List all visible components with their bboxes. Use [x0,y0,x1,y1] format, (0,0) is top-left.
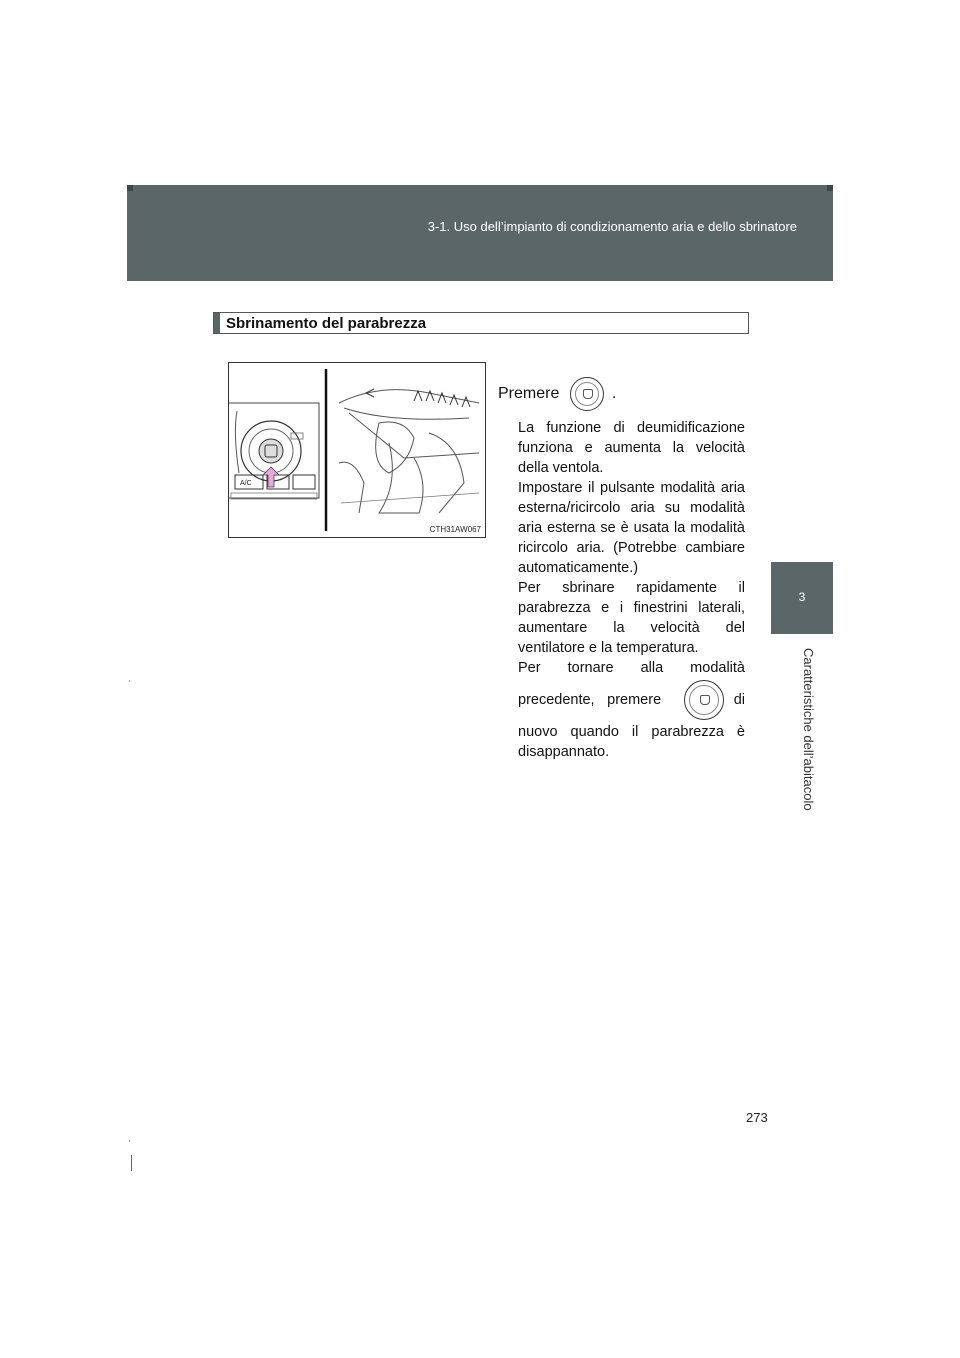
instruction-line [498,377,616,411]
figure-code: CTH31AW067 [429,525,481,534]
instruction-period: . [611,385,617,403]
ac-button-label: A/C [240,480,252,487]
instruction-text: Premere [498,385,560,403]
paragraph: La funzione di deumidificazione funziona e aumenta la velocità della ventola. [518,420,745,476]
body-text [518,418,745,762]
header-corner [127,185,133,191]
chapter-tab [771,562,833,634]
chapter-number: 3 [798,590,806,604]
paragraph: Impostare il pulsante modalità aria esterna/ricircolo aria su modalità aria esterna se è usata la modalità ricircolo aria. (Potrebbe cambiare automaticamente.) [518,480,745,576]
chapter-side-label: Caratteristiche dell’abitacolo [801,648,816,811]
section-heading [213,312,749,334]
defroster-button-icon [570,377,604,411]
page-header [127,185,833,281]
header-corner [827,185,833,191]
defroster-button-icon [684,680,724,720]
section-heading-bar [214,313,220,333]
paragraph-part: di [733,691,745,708]
margin-mark [129,680,130,682]
margin-mark [131,1155,132,1171]
page-number: 273 [746,1110,768,1125]
paragraph-part: nuovo quando il parabrezza è disappannato. [518,724,745,760]
dashboard-illustration [229,363,485,537]
paragraph [518,658,745,762]
chapter-title: 3-1. Uso dell’impianto di condizionamento aria e dello sbrinatore [427,219,797,234]
section-title: Sbrinamento del parabrezza [226,315,427,332]
paragraph: Per sbrinare rapidamente il parabrezza e i finestrini laterali, aumentare la velocità del ventilatore e la temperatura. [518,580,745,656]
paragraph-part: Per tornare alla modalità precedente, premere [518,660,745,708]
illustration-figure [228,362,486,538]
margin-mark [129,1140,130,1142]
